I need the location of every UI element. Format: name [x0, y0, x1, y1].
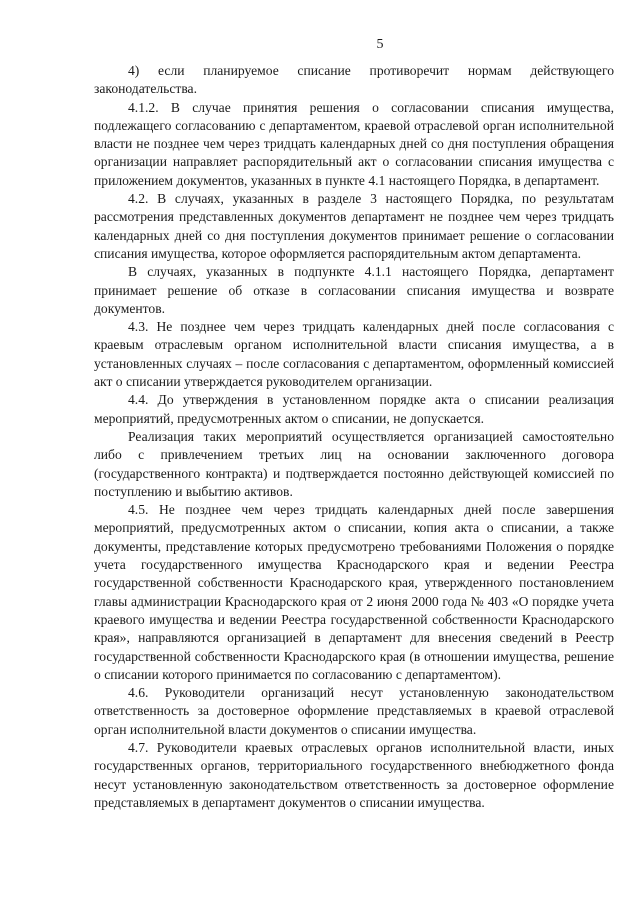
paragraph: 4.6. Руководители организаций несут установленную законодательством ответственность за достоверное оформление представляемых в краевой отраслевой орган исполнительной власти документов о списании имущества. [94, 685, 614, 737]
paragraph: В случаях, указанных в подпункте 4.1.1 настоящего Порядка, департамент принимает решение об отказе в согласовании списания имущества и возврате документов. [94, 264, 614, 316]
paragraph: 4.4. До утверждения в установленном порядке акта о списании реализация мероприятий, предусмотренных актом о списании, не допускается. [94, 392, 614, 426]
paragraph: 4) если планируемое списание противоречит нормам действующего законодательства. [94, 63, 614, 97]
paragraph: 4.2. В случаях, указанных в разделе 3 настоящего Порядка, по результатам рассмотрения представленных документов департамент не позднее чем через тридцать календарных дней со дня поступления документов принимает решение о согласовании списания имущества, которое оформляется распорядительным актом департамента. [94, 191, 614, 261]
paragraph: 4.1.2. В случае принятия решения о согласовании списания имущества, подлежащего согласованию с департаментом, краевой отраслевой орган исполнительной власти не позднее чем через тридцать календарных дней со дня поступления обращения организации направляет распорядительный акт о согласовании списания имущества с приложением документов, указанных в пункте 4.1 настоящего Порядка, в департамент. [94, 99, 614, 188]
paragraph: 4.3. Не позднее чем через тридцать календарных дней после согласования с краевым отраслевым органом исполнительной власти списания имущества, а в установленных случаях – после согласования с департаментом, оформленный комиссией акт о списании утверждается руководителем организации. [94, 319, 614, 390]
page-number: 5 [376, 37, 384, 52]
paragraph: 4.7. Руководители краевых отраслевых органов исполнительной власти, иных государственных органов, территориального государственного внебюджетного фонда несут установленную законодательством ответственность за достоверное оформление представляемых в департамент документов о списании имущества. [94, 739, 614, 810]
paragraph: 4.5. Не позднее чем через тридцать календарных дней после завершения мероприятий, предусмотренных актом о списании, копия акта о списании, а также документы, представление которых предусмотрено требованиями Положения о порядке учета государственного имущества Краснодарского края и ведении Реестра государственной собственности Краснодарского края, утвержденного постановлением главы администрации Краснодарского края от 2 июня 2000 года № 403 «О порядке учета краевого имущества и ведении Реестра государственной собственности Краснодарского края», направляются организацией в департамент для внесения сведений в Реестр государственной собственности Краснодарского края (в отношении имущества, решение о списании которого принимается по согласованию с департаментом). [94, 502, 614, 682]
paragraph: Реализация таких мероприятий осуществляется организацией самостоятельно либо с привлечением третьих лиц на основании заключенного договора (государственного контракта) и подтверждается постоянно действующей комиссией по поступлению и выбытию активов. [94, 428, 614, 499]
